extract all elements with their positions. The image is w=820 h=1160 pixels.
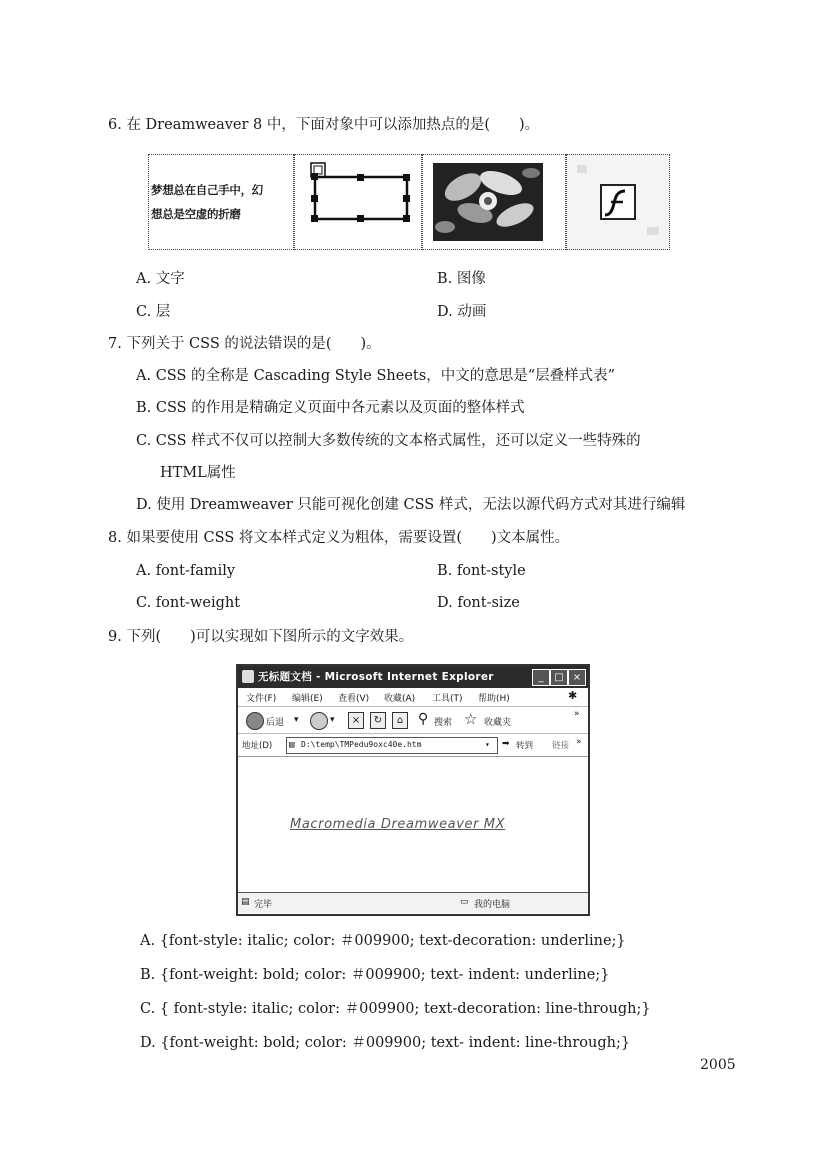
q7-option-b: B. CSS 的作用是精确定义页面中各元素以及页面的整体样式 [136, 400, 525, 416]
close-icon: × [568, 669, 586, 686]
q6-flash-object [566, 154, 670, 250]
refresh-icon: ↻ [370, 712, 386, 729]
question-8-stem: 8. 如果要使用 CSS 将文本样式定义为粗体，需要设置( )文本属性。 [108, 530, 570, 546]
ie-browser-window [236, 664, 590, 916]
q7-option-a: A. CSS 的全称是 Cascading Style Sheets，中文的意思是“层叠样式表” [136, 368, 616, 384]
q6-option-d: D. 动画 [437, 304, 487, 320]
page-number: 2005 [700, 1057, 736, 1073]
q9-option-a: A. {font-style: italic; color: ＃009900; text-decoration: underline;} [140, 933, 626, 949]
q9-option-b: B. {font-weight: bold; color: ＃009900; text- indent: underline;} [140, 967, 610, 983]
q7-option-c-line2: HTML属性 [160, 465, 236, 481]
menu-favorites: 收藏(A) [384, 694, 416, 704]
ie-window-title: 无标题文档 - Microsoft Internet Explorer [258, 671, 494, 683]
forward-icon [310, 712, 328, 730]
address-label: 地址(D) [242, 741, 273, 751]
ie-menu-bar [238, 688, 588, 707]
flower-photo-icon [423, 155, 565, 249]
links-overflow-icon: » [576, 737, 582, 747]
ie-address-bar [238, 734, 588, 757]
back-icon [246, 712, 264, 730]
q6-option-b: B. 图像 [437, 271, 486, 287]
favorites-label: 收藏夹 [484, 718, 512, 728]
styled-sample-text: Macromedia Dreamweaver MX [290, 817, 506, 832]
q6-option-a: A. 文字 [136, 271, 185, 287]
q6-text-object [148, 154, 294, 250]
my-computer-icon: ▭ [460, 897, 469, 907]
go-arrow-icon: ➡ [502, 739, 510, 749]
layer-box-icon [295, 155, 421, 249]
maximize-icon: □ [550, 669, 568, 686]
ie-toolbar [238, 707, 588, 734]
back-dropdown-icon: ▾ [294, 715, 299, 725]
favorites-star-icon: ☆ [464, 710, 478, 728]
home-icon: ⌂ [392, 712, 408, 729]
search-icon: ⚲ [418, 711, 429, 727]
ie-title-bar [238, 666, 588, 688]
q8-option-a: A. font-family [136, 563, 236, 579]
q6-sample-text-line1: 梦想总在自己手中，幻 [151, 183, 263, 197]
minimize-icon: _ [532, 669, 550, 686]
q8-option-b: B. font-style [437, 563, 526, 579]
q9-option-c: C. { font-style: italic; color: ＃009900; text-decoration: line-through;} [140, 1001, 651, 1017]
q9-option-d: D. {font-weight: bold; color: ＃009900; text- indent: line-through;} [140, 1035, 631, 1051]
go-label: 转到 [516, 741, 534, 751]
back-label: 后退 [266, 718, 285, 728]
menu-edit: 编辑(E) [292, 694, 323, 704]
q7-option-c-line1: C. CSS 样式不仅可以控制大多数传统的文本格式属性，还可以定义一些特殊的 [136, 433, 641, 449]
links-label: 链接 [552, 741, 570, 751]
ie-page-content [238, 757, 588, 891]
q8-option-d: D. font-size [437, 595, 520, 611]
q8-option-c: C. font-weight [136, 595, 241, 611]
search-label: 搜索 [434, 718, 453, 728]
forward-dropdown-icon: ▾ [330, 715, 335, 725]
q7-option-d: D. 使用 Dreamweaver 只能可视化创建 CSS 样式，无法以源代码方式对其进行编辑 [136, 497, 686, 513]
status-done: 完毕 [254, 900, 273, 910]
ie-status-bar [238, 892, 588, 913]
menu-tools: 工具(T) [432, 694, 463, 704]
address-dropdown-icon: ▾ [485, 740, 490, 749]
flash-icon [567, 155, 669, 249]
q6-sample-text-line2: 想总是空虚的折磨 [151, 207, 241, 221]
page-file-icon: ▤ [289, 740, 295, 750]
menu-view: 查看(V) [338, 694, 370, 704]
stop-icon: × [348, 712, 364, 729]
q6-object-strip [148, 154, 670, 250]
address-value: D:\temp\TMPedu9oxc40e.htm [301, 740, 422, 749]
document-icon [242, 670, 254, 683]
status-zone: 我的电脑 [474, 900, 511, 910]
question-9-stem: 9. 下列( )可以实现如下图所示的文字效果。 [108, 629, 414, 645]
toolbar-overflow-icon: » [574, 709, 580, 719]
menu-help: 帮助(H) [478, 694, 510, 704]
question-7-stem: 7. 下列关于 CSS 的说法错误的是( )。 [108, 336, 381, 352]
q6-layer-object [294, 154, 422, 250]
question-6-stem: 6. 在 Dreamweaver 8 中，下面对象中可以添加热点的是( )。 [108, 117, 540, 133]
address-input [286, 737, 498, 754]
q6-image-object [422, 154, 566, 250]
menu-file: 文件(F) [246, 694, 277, 704]
windows-logo-icon: ✱ [568, 689, 578, 702]
status-page-icon: ▤ [241, 897, 250, 907]
q6-option-c: C. 层 [136, 304, 171, 320]
